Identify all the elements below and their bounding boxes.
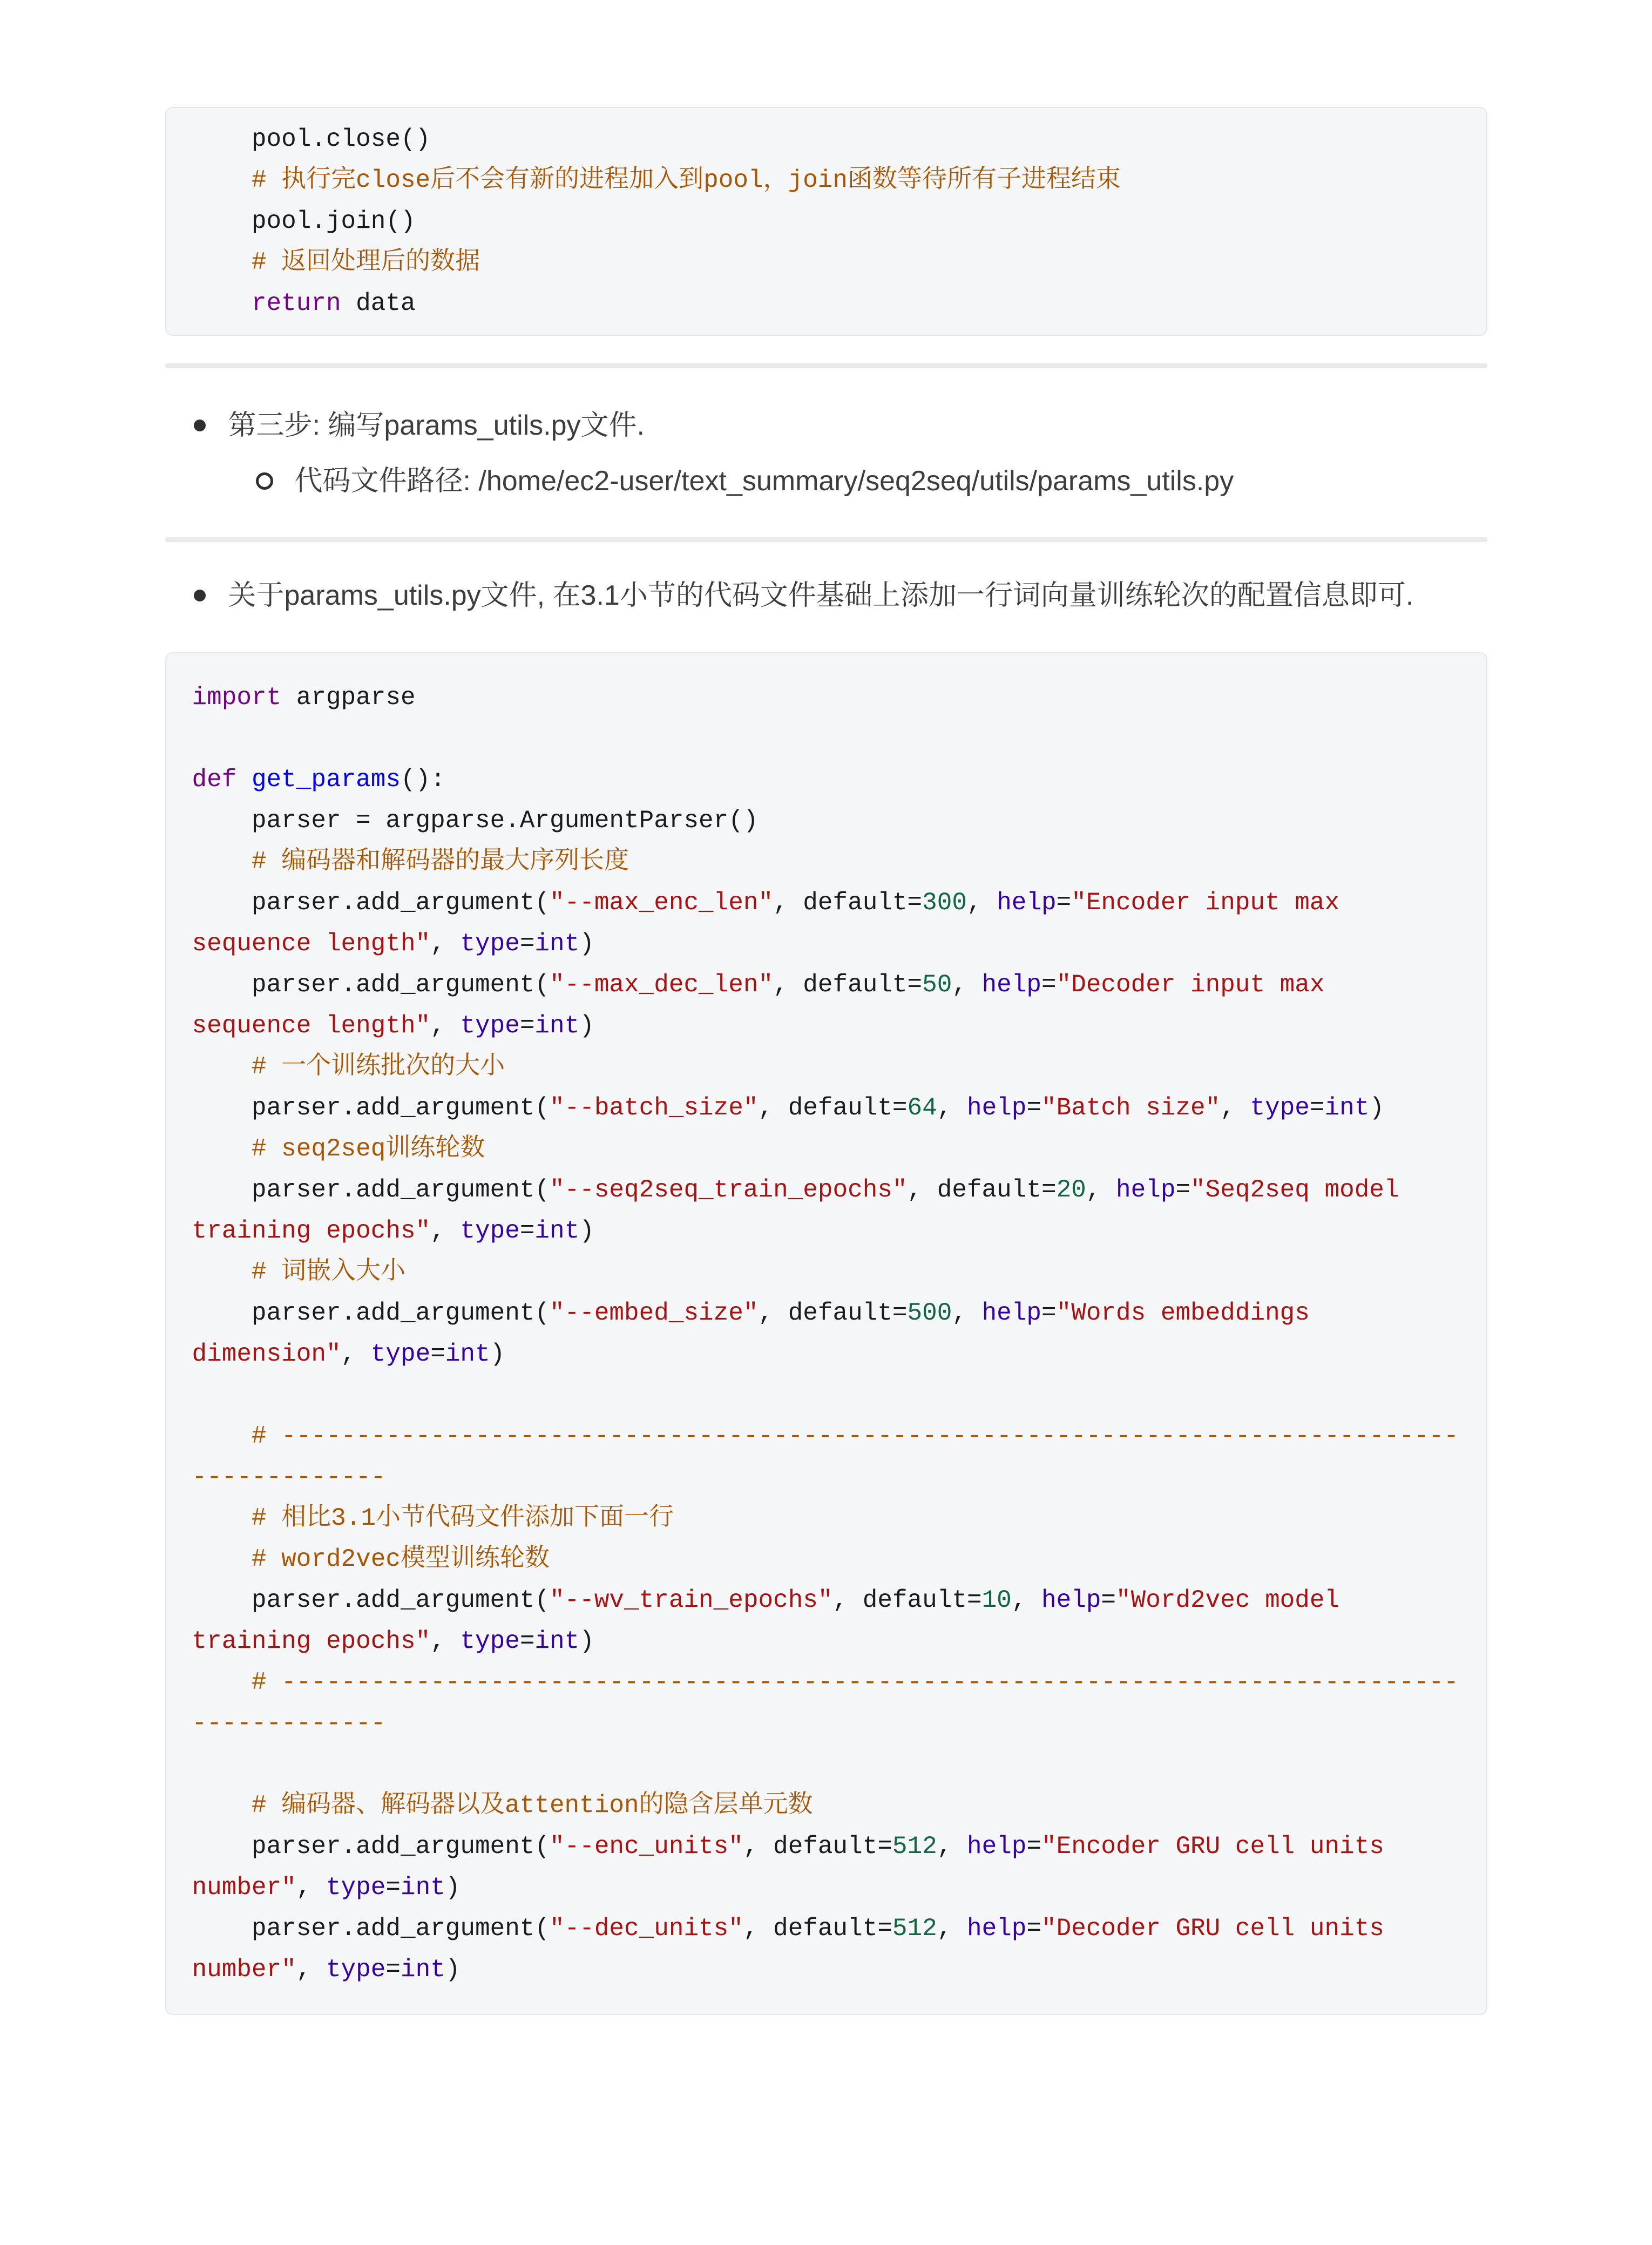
code-line: parser.add_argument("--max_enc_len", default=300, help="Encoder input max: [192, 889, 1340, 917]
code-line: number", type=int): [192, 1874, 461, 1902]
code-line: parser.add_argument("--batch_size", default=64, help="Batch size", type=int): [192, 1094, 1384, 1122]
bullet-disc-icon: [194, 420, 206, 431]
list-item-text: 第三步: 编写params_utils.py文件.: [228, 410, 645, 441]
code-line: # -------------------------------------------------------------------------------: [192, 1668, 1459, 1696]
code-line: parser.add_argument("--seq2seq_train_epochs", default=20, help="Seq2seq model: [192, 1176, 1399, 1204]
code-line: [192, 1744, 1460, 1785]
code-line: # 相比3.1小节代码文件添加下面一行: [192, 1504, 674, 1532]
code-line: training epochs", type=int): [192, 1627, 594, 1655]
content-column: [165, 107, 1487, 2015]
code-line: parser.add_argument("--embed_size", default=500, help="Words embeddings: [192, 1299, 1310, 1327]
code-line: dimension", type=int): [192, 1340, 505, 1368]
code-line: # -------------------------------------------------------------------------------: [192, 1422, 1459, 1450]
code-line: # 一个训练批次的大小: [192, 1053, 505, 1081]
code-line: sequence length", type=int): [192, 930, 594, 958]
code-line: # word2vec模型训练轮数: [192, 1545, 550, 1573]
code-line: [192, 1375, 1460, 1416]
list-item-text: 代码文件路径: /home/ec2-user/text_summary/seq2seq/utils/params_utils.py: [294, 465, 1234, 497]
code-line: # 词嵌入大小: [192, 1258, 406, 1286]
code-block-pool: [165, 107, 1487, 336]
list-item-step3: [165, 404, 1487, 447]
code-line: parser.add_argument("--dec_units", default=512, help="Decoder GRU cell units: [192, 1915, 1384, 1943]
document-page: [0, 107, 1652, 2245]
code-line: pool.close(): [192, 125, 431, 153]
list-item-code-path: [165, 460, 1487, 502]
list-item-note: [165, 574, 1487, 617]
code-line: parser.add_argument("--max_dec_len", default=50, help="Decoder input max: [192, 971, 1325, 999]
code-line: def get_params():: [192, 766, 445, 794]
code-line: sequence length", type=int): [192, 1012, 594, 1040]
code-line: # 执行完close后不会有新的进程加入到pool，join函数等待所有子进程结束: [192, 166, 1121, 194]
bullet-circle-icon: [256, 472, 273, 490]
code-line: # 编码器、解码器以及attention的隐含层单元数: [192, 1791, 813, 1820]
code-line: -------------: [192, 1709, 386, 1737]
code-line: import argparse: [192, 684, 416, 712]
code-line: return data: [251, 289, 416, 317]
code-line: parser.add_argument("--enc_units", default=512, help="Encoder GRU cell units: [192, 1832, 1384, 1861]
code-line: number", type=int): [192, 1956, 461, 1984]
code-line: parser.add_argument("--wv_train_epochs", default=10, help="Word2vec model: [192, 1586, 1340, 1614]
code-line: [192, 718, 1460, 759]
code-line: parser = argparse.ArgumentParser(): [192, 807, 759, 835]
code-line: # seq2seq训练轮数: [192, 1135, 485, 1163]
list-item-text: 关于params_utils.py文件, 在3.1小节的代码文件基础上添加一行词向量训练轮次的配置信息即可.: [228, 580, 1414, 611]
bullet-disc-icon: [194, 590, 206, 601]
code-line: training epochs", type=int): [192, 1217, 594, 1245]
code-block-params-utils: [165, 652, 1487, 2015]
section-divider: [165, 537, 1487, 542]
section-divider: [165, 363, 1487, 368]
code-line: pool.join(): [192, 207, 416, 235]
code-line: # 返回处理后的数据: [192, 248, 480, 276]
code-line: # 编码器和解码器的最大序列长度: [192, 848, 629, 876]
code-line: -------------: [192, 1463, 386, 1491]
